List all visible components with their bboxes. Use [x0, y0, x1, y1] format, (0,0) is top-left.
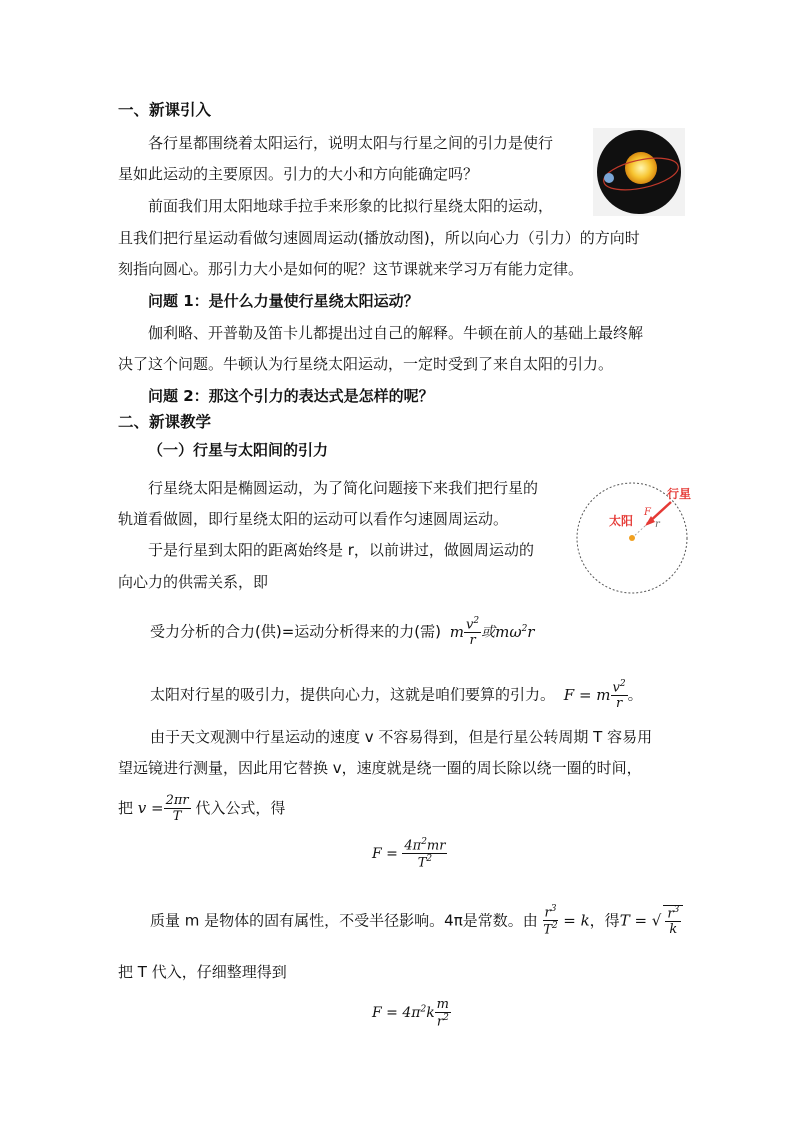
force-label: F: [644, 507, 651, 518]
supply-demand-text: 受力分析的合力(供)=运动分析得来的力(需): [150, 622, 441, 641]
formula-force-period: F = $\frac{4\pi^2mr}{T^2}$: [372, 837, 446, 871]
section-heading-teaching: 二、新课教学: [118, 413, 212, 431]
paragraph-line: 把 T 代入，仔细整理得到: [118, 963, 287, 981]
paragraph-line: 刻指向圆心。那引力大小是如何的呢？这节课就来学习万有能力定律。: [118, 260, 584, 278]
paragraph-line: 星如此运动的主要原因。引力的大小和方向能确定吗？: [118, 165, 479, 183]
planet-label: 行星: [667, 487, 692, 501]
paragraph-line: 行星绕太阳是椭圆运动，为了简化问题接下来我们把行星的: [148, 479, 539, 497]
velocity-substitution-line: 把 v = $\frac{2\pi r}{T}$ 代入公式，得: [118, 793, 286, 824]
paragraph-line: 于是行星到太阳的距离始终是 r，以前讲过，做圆周运动的: [148, 541, 534, 559]
section-heading-intro: 一、新课引入: [118, 101, 212, 119]
kepler-line: 质量 m 是物体的固有属性，不受半径影响。4π是常数。由 $\frac{r^3}{T^2}$ = k，得T = √ $\frac{r^3}{k}$: [150, 905, 683, 937]
supply-demand-line: 受力分析的合力(供)=运动分析得来的力(需) m $\frac{v^2}{r}$ 或$m\omega^2r$: [150, 616, 535, 649]
or-text: 或: [481, 624, 496, 641]
paragraph-line: 向心力的供需关系，即: [118, 573, 269, 591]
formula-final: $F = 4\pi^2k$ $\frac{m}{r^2}$: [372, 997, 449, 1030]
paragraph-line: 望远镜进行测量，因此用它替换 v，速度就是绕一圈的周长除以绕一圈的时间，: [118, 759, 642, 777]
sun-label: 太阳: [609, 514, 634, 528]
substitution-prefix: 把: [118, 799, 134, 817]
paragraph-line: 前面我们用太阳地球手拉手来形象的比拟行星绕太阳的运动，: [148, 197, 554, 215]
paragraph-line: 伽利略、开普勒及笛卡儿都提出过自己的解释。牛顿在前人的基础上最终解: [148, 324, 644, 342]
paragraph-line: 决了这个问题。牛顿认为行星绕太阳运动，一定时受到了来自太阳的引力。: [118, 355, 614, 373]
question-1: 问题 1：是什么力量使行星绕太阳运动？: [148, 292, 419, 310]
solar-system-image: [593, 128, 685, 216]
question-2: 问题 2：那这个引力的表达式是怎样的呢？: [148, 387, 434, 405]
paragraph-line: 由于天文观测中行星运动的速度 v 不容易得到，但是行星公转周期 T 容易用: [150, 728, 653, 746]
paragraph-line: 各行星都围绕着太阳运行，说明太阳与行星之间的引力是使行: [148, 134, 554, 152]
kepler-mid-text: ，得: [589, 911, 620, 930]
gravity-text: 太阳对行星的吸引力，提供向心力，这就是咱们要算的引力。: [150, 685, 556, 704]
paragraph-line: 轨道看做圆，即行星绕太阳的运动可以看作匀速圆周运动。: [118, 510, 509, 528]
kepler-text: 质量 m 是物体的固有属性，不受半径影响。4π是常数。由: [150, 911, 538, 930]
subsection-heading: （一）行星与太阳间的引力: [148, 441, 329, 459]
substitution-suffix: 代入公式，得: [195, 799, 286, 817]
gravity-line: 太阳对行星的吸引力，提供向心力，这就是咱们要算的引力。 F = m $\frac{v^2}{r}$ 。: [150, 679, 643, 712]
radius-label: r: [655, 519, 660, 530]
paragraph-line: 且我们把行星运动看做匀速圆周运动(播放动图)，所以向心力（引力）的方向时: [118, 229, 640, 247]
